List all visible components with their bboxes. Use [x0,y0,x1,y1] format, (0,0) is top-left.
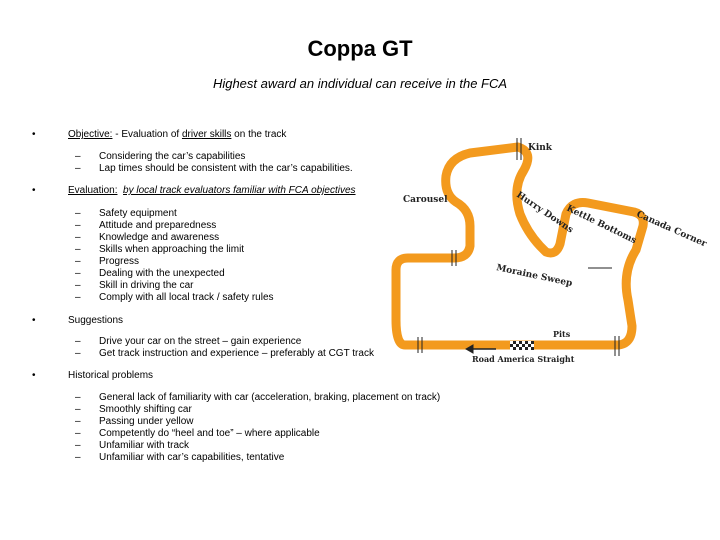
dash-marker: – [75,292,81,303]
objective-text-b: on the track [231,129,287,140]
dash-marker: – [75,151,81,162]
list-item: Considering the car’s capabilities [99,151,246,162]
dash-marker: – [75,232,81,243]
checkered-flag [510,341,534,350]
label-moraine-sweep: Moraine Sweep [495,263,574,290]
list-item: General lack of familiarity with car (acceleration, braking, placement on track) [99,392,441,403]
page-subtitle: Highest award an individual can receive in the FCA [212,76,508,91]
suggestions-heading: Suggestions [68,315,124,326]
label-kettle-bottoms: Kettle Bottoms [564,203,638,247]
dash-marker: – [75,268,81,279]
label-canada-corner: Canada Corner [634,209,708,250]
list-item: Get track instruction and experience – preferably at CGT track [99,348,374,359]
list-item: Skill in driving the car [99,280,194,291]
dash-marker: – [75,336,81,347]
bullet-evaluation: • [32,185,36,196]
list-item: Competently do “heel and toe” – where applicable [99,428,320,439]
list-item: Unfamiliar with car’s capabilities, tentative [99,452,285,463]
objective-underlined: driver skills [181,129,232,140]
bullet-historical: • [32,370,36,381]
list-item: Passing under yellow [99,416,194,427]
dash-marker: – [75,428,81,439]
label-road-america-straight: Road America Straight [472,354,575,364]
list-item: Comply with all local track / safety rules [99,292,274,303]
list-item: Smoothly shifting car [99,404,192,415]
list-item: Progress [99,256,140,267]
dash-marker: – [75,256,81,267]
list-item: Lap times should be consistent with the car’s capabilities. [99,163,353,174]
objective-label: Objective: [68,129,113,140]
list-item: Unfamiliar with track [99,440,190,451]
label-pits: Pits [553,329,571,339]
list-item: Dealing with the unexpected [99,268,225,279]
dash-marker: – [75,163,81,174]
dash-marker: – [75,348,81,359]
dash-marker: – [75,392,81,403]
evaluation-text: by local track evaluators familiar with FCA objectives [123,185,356,196]
objective-text-a: - Evaluation of [112,129,182,140]
dash-marker: – [75,208,81,219]
list-item: Knowledge and awareness [99,232,220,243]
bullet-objective: • [32,129,36,140]
bullet-suggestions: • [32,315,36,326]
dash-marker: – [75,404,81,415]
dash-marker: – [75,416,81,427]
historical-heading: Historical problems [68,370,154,381]
track-outline [396,147,643,345]
dash-marker: – [75,440,81,451]
page-title: Coppa GT [307,36,413,61]
list-item: Attitude and preparedness [99,220,217,231]
label-hurry-downs: Hurry Downs [514,190,575,236]
list-item: Drive your car on the street – gain experience [99,336,302,347]
evaluation-label: Evaluation: [68,185,118,196]
label-carousel: Carousel [403,195,448,205]
dash-marker: – [75,244,81,255]
list-item: Skills when approaching the limit [99,244,245,255]
dash-marker: – [75,220,81,231]
label-kink: Kink [528,143,553,153]
list-item: Safety equipment [99,208,177,219]
dash-marker: – [75,452,81,463]
dash-marker: – [75,280,81,291]
